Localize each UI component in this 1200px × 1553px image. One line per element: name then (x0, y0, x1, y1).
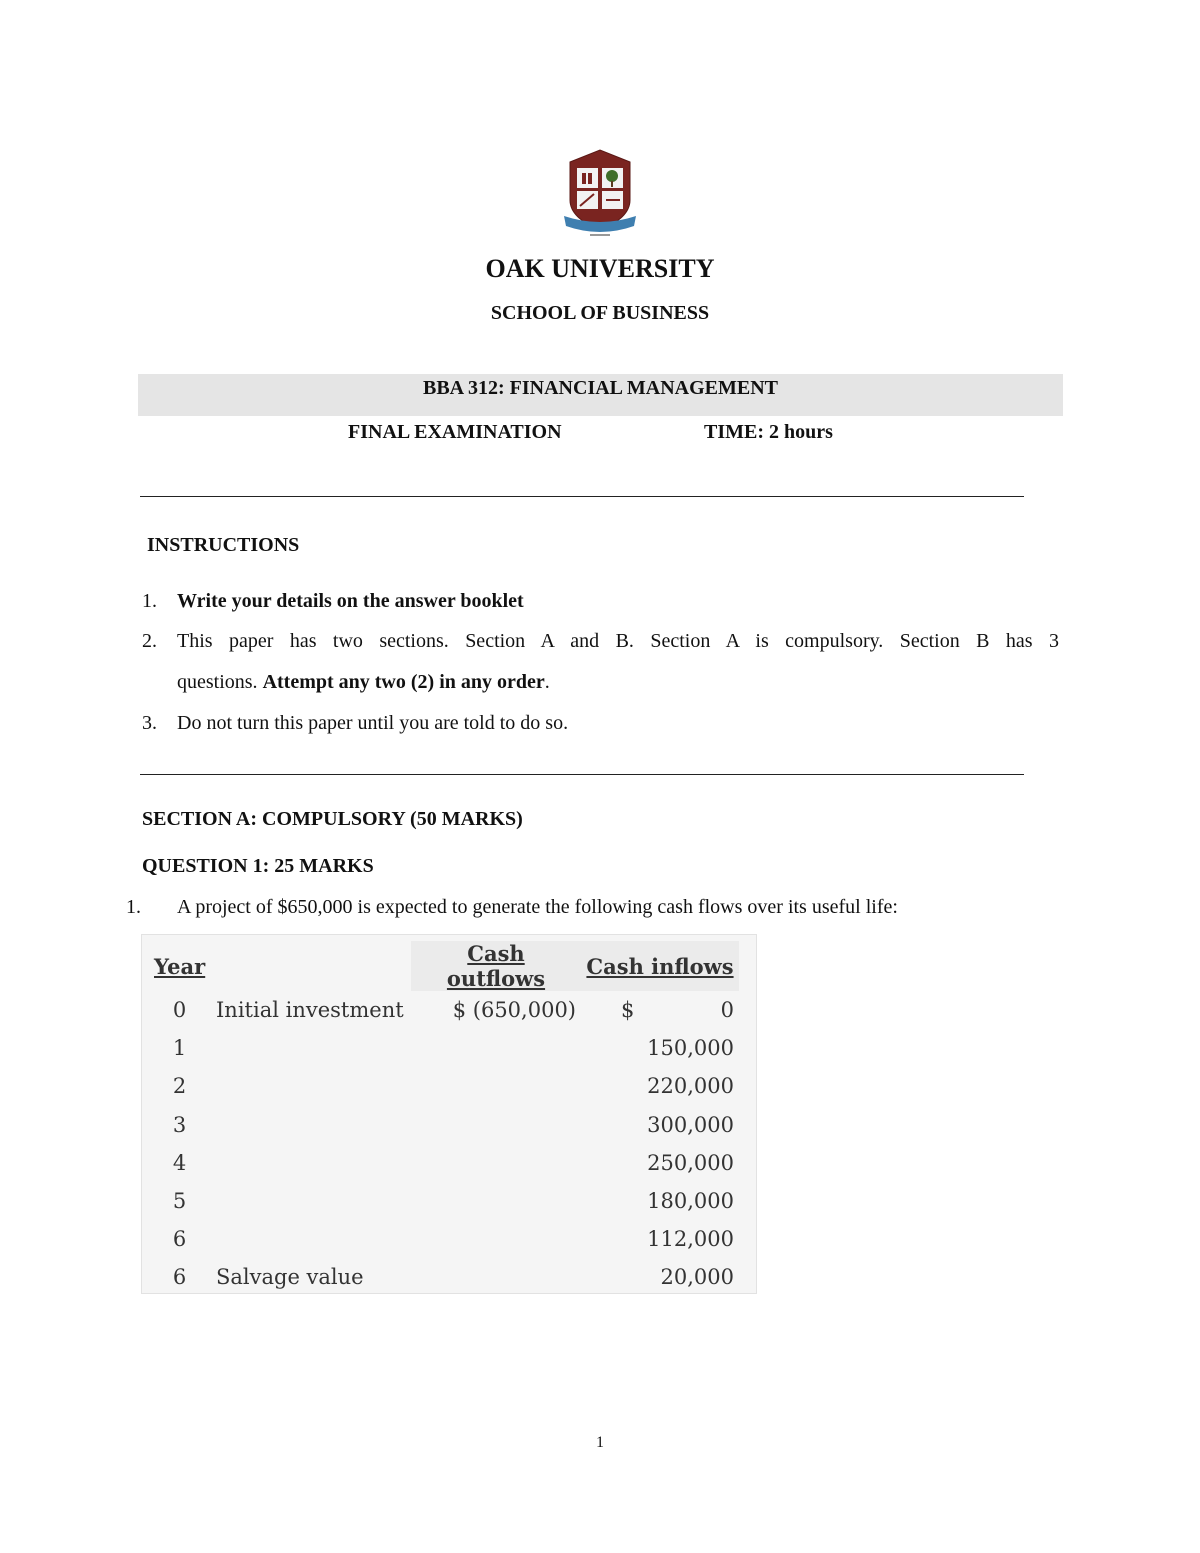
instruction-number: 1. (142, 590, 157, 612)
table-row (148, 1258, 739, 1296)
inflow-amount: 300,000 (647, 1112, 734, 1137)
instruction-text: . (544, 671, 550, 693)
instruction-text: Do not turn this paper until you are told to do so. (177, 712, 569, 734)
inflow-amount: 20,000 (660, 1265, 734, 1290)
inflow-amount: 220,000 (647, 1074, 734, 1099)
header-cash-outflows: Cash outflows (411, 941, 581, 991)
header-year: Year (154, 953, 206, 979)
cell-cash-outflow (411, 1182, 581, 1220)
cell-description (211, 1106, 411, 1144)
cell-cash-outflow (411, 1258, 581, 1296)
table-row (148, 1144, 739, 1182)
instruction-number: 3. (142, 712, 157, 734)
cell-year: 4 (172, 1150, 187, 1175)
section-a-heading: SECTION A: COMPULSORY (50 MARKS) (142, 808, 523, 830)
table-row (148, 1182, 739, 1220)
course-title: BBA 312: FINANCIAL MANAGEMENT (422, 377, 779, 399)
inflow-amount: 0 (720, 998, 734, 1023)
cell-year: 6 (172, 1227, 187, 1252)
cell-cash-inflow (581, 1029, 739, 1067)
table-row (148, 1029, 739, 1067)
cell-cash-outflow: $ (650,000) (452, 998, 576, 1023)
table-row (148, 1220, 739, 1258)
divider-line (140, 496, 1024, 497)
header-cash-inflows: Cash inflows (581, 941, 739, 991)
cell-year: 3 (172, 1112, 187, 1137)
divider-line (140, 774, 1024, 775)
table-body (148, 991, 739, 1297)
cell-cash-outflow (411, 1144, 581, 1182)
cell-description (211, 1067, 411, 1105)
cell-cash-inflow (581, 1182, 739, 1220)
cell-cash-inflow (581, 1144, 739, 1182)
cell-description (211, 1144, 411, 1182)
cell-cash-outflow (411, 1029, 581, 1067)
cell-description (211, 1220, 411, 1258)
instruction-number: 2. (142, 630, 157, 652)
cell-cash-inflow (581, 1258, 739, 1296)
exam-time: TIME: 2 hours (704, 421, 833, 443)
cell-description (211, 1029, 411, 1067)
cell-year: 1 (172, 1036, 187, 1061)
cell-year: 6 (172, 1265, 187, 1290)
cash-flow-table (148, 941, 739, 1297)
inflow-amount: 250,000 (647, 1150, 734, 1175)
cell-cash-inflow (581, 1220, 739, 1258)
cash-flow-table-image (141, 934, 757, 1294)
cell-cash-outflow (411, 1106, 581, 1144)
table-row (148, 991, 739, 1029)
cell-description (211, 1182, 411, 1220)
university-name: OAK UNIVERSITY (485, 254, 715, 283)
cell-cash-outflow (411, 1067, 581, 1105)
school-name: SCHOOL OF BUSINESS (490, 302, 710, 324)
instruction-emphasis: Attempt any two (2) in any order (262, 671, 545, 693)
cell-description: Initial investment (216, 998, 404, 1023)
header-description (211, 941, 411, 991)
question-1-heading: QUESTION 1: 25 MARKS (142, 855, 374, 877)
cell-year: 5 (172, 1189, 187, 1214)
cell-description: Salvage value (216, 1265, 364, 1290)
exam-title: FINAL EXAMINATION (348, 421, 562, 443)
instruction-text: This paper has two sections. Section A and B. Section A is compulsory. Section B has 3 (177, 630, 1059, 652)
university-crest-logo (564, 148, 636, 240)
table-row (148, 1067, 739, 1105)
question-text: A project of $650,000 is expected to generate the following cash flows over its useful life: (177, 896, 898, 918)
instruction-text: questions. (177, 671, 263, 693)
inflow-amount: 112,000 (647, 1227, 734, 1252)
cell-cash-inflow (581, 1106, 739, 1144)
table-row (148, 1106, 739, 1144)
instructions-heading: INSTRUCTIONS (147, 534, 300, 556)
currency-symbol: $ (621, 998, 635, 1023)
instruction-text: Write your details on the answer booklet (177, 590, 524, 612)
cell-year: 2 (172, 1074, 187, 1099)
cell-cash-inflow (581, 1067, 739, 1105)
cell-year: 0 (172, 998, 187, 1023)
cell-cash-outflow (411, 1220, 581, 1258)
question-number: 1. (126, 896, 141, 918)
inflow-amount: 180,000 (647, 1189, 734, 1214)
page-number: 1 (596, 1434, 604, 1451)
inflow-amount: 150,000 (647, 1036, 734, 1061)
cell-cash-inflow (581, 991, 739, 1029)
